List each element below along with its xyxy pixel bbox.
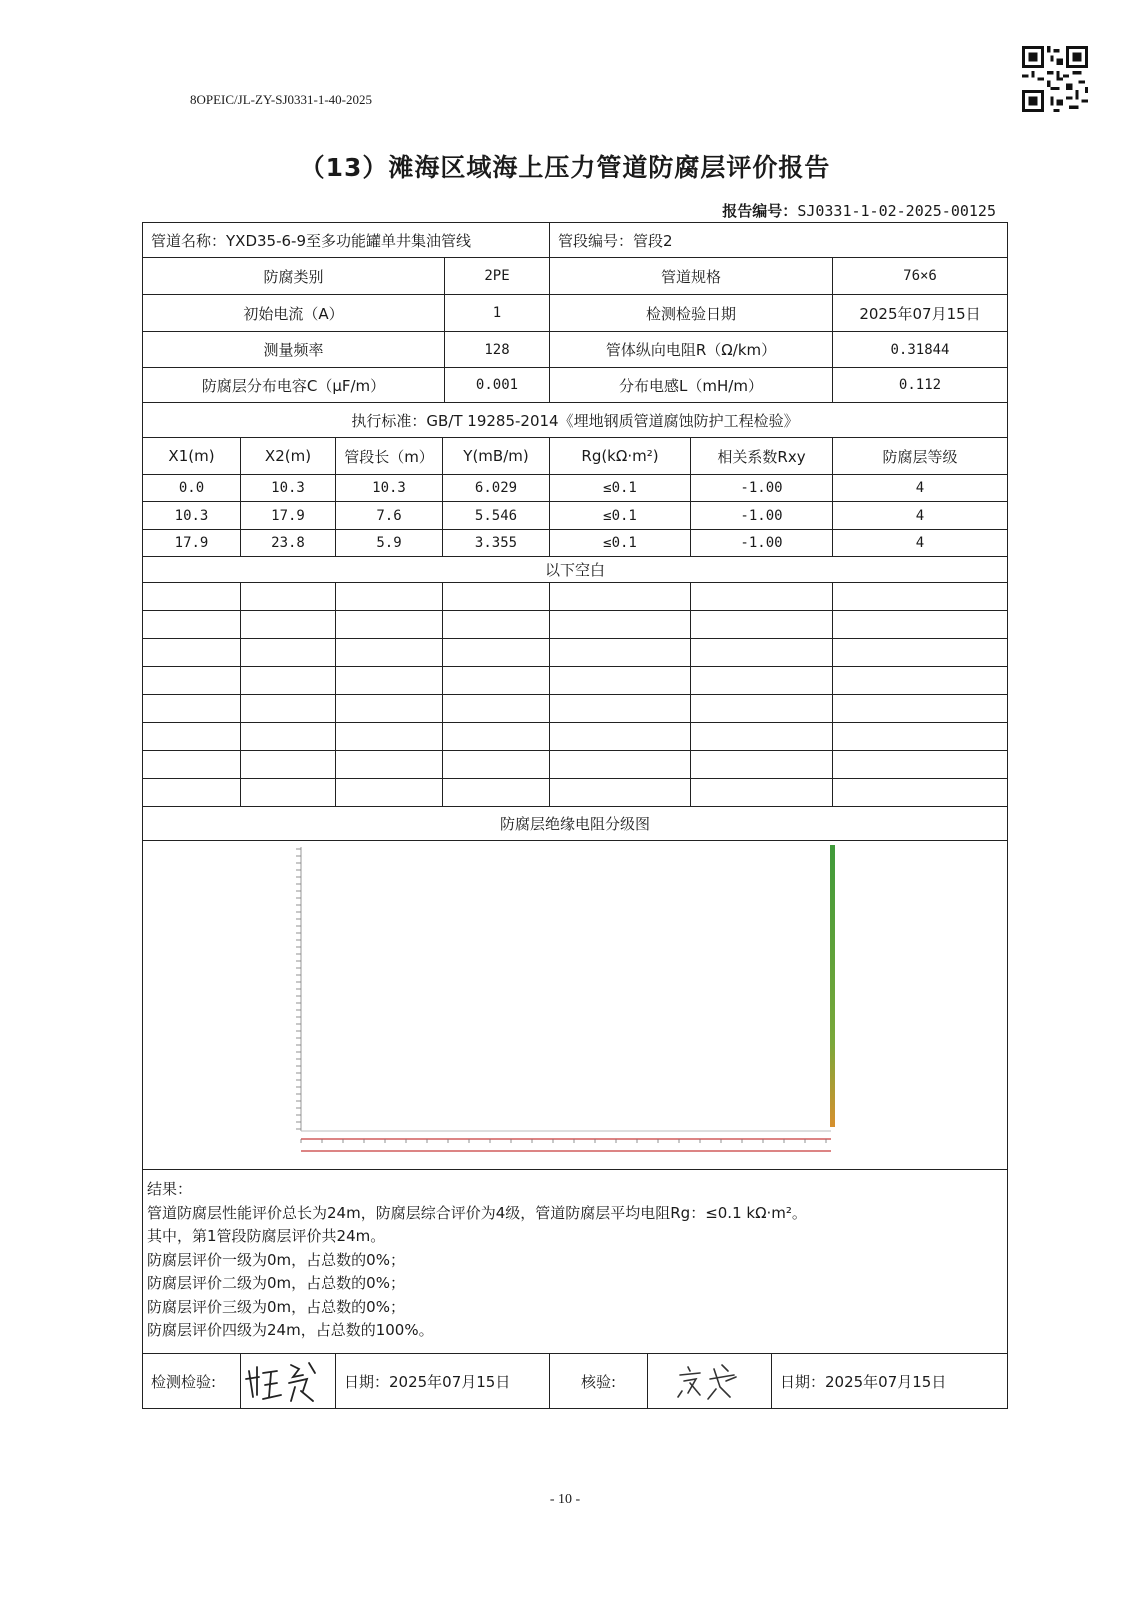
column-header: Y(mB/m) xyxy=(443,438,550,474)
document-code: 8OPEIC/JL-ZY-SJ0331-1-40-2025 xyxy=(190,92,372,107)
table-cell: 23.8 xyxy=(241,530,336,556)
reviewer-label: 核验: xyxy=(550,1354,648,1408)
segment-number: 管段编号：管段2 xyxy=(558,231,673,250)
info-value: 0.112 xyxy=(898,377,942,393)
result-line: 防腐层评价三级为0m，占总数的0%； xyxy=(147,1297,405,1316)
info-label: 管道规格 xyxy=(550,258,833,294)
empty-row xyxy=(143,723,1007,751)
column-header: X2(m) xyxy=(241,438,336,474)
info-row xyxy=(143,258,1007,295)
info-row xyxy=(143,295,1007,332)
info-value: 76×6 xyxy=(903,268,937,284)
standard-row xyxy=(143,403,1007,438)
reviewer-signature xyxy=(648,1354,772,1408)
info-row xyxy=(143,368,1007,403)
info-label: 防腐类别 xyxy=(143,258,445,294)
column-header: 相关系数Rxy xyxy=(691,438,833,474)
info-value: 2025年07月15日 xyxy=(859,304,981,323)
empty-row xyxy=(143,583,1007,611)
inspector-date: 日期：2025年07月15日 xyxy=(336,1354,550,1408)
info-value: 1 xyxy=(445,295,550,331)
info-row xyxy=(143,332,1007,368)
reviewer-signature-icon xyxy=(660,1357,760,1405)
result-line: 防腐层评价二级为0m，占总数的0%； xyxy=(147,1274,405,1292)
table-cell: 6.029 xyxy=(443,475,550,501)
column-header: Rg(kΩ·m²) xyxy=(550,438,691,474)
column-header: 管段长（m） xyxy=(336,438,443,474)
table-cell: 0.0 xyxy=(143,475,241,501)
table-cell: -1.00 xyxy=(691,530,833,556)
result-heading: 结果： xyxy=(147,1180,193,1198)
table-cell: -1.00 xyxy=(691,475,833,501)
table-cell: 17.9 xyxy=(143,530,241,556)
info-value: 0.31844 xyxy=(890,341,950,358)
inspector-label: 检测检验: xyxy=(143,1354,241,1408)
blank-note-row xyxy=(143,557,1007,583)
table-row xyxy=(143,502,1007,530)
result-line: 防腐层评价四级为24m，占总数的100%。 xyxy=(147,1321,434,1339)
execution-standard: 执行标准：GB/T 19285-2014《埋地钢质管道腐蚀防护工程检验》 xyxy=(351,411,799,430)
info-label: 分布电感L（mH/m） xyxy=(550,368,833,402)
report-number xyxy=(722,200,996,221)
info-value: 0.001 xyxy=(445,368,550,402)
chart-title-row xyxy=(143,807,1007,841)
blank-below-note: 以下空白 xyxy=(544,561,605,579)
table-cell: 5.9 xyxy=(336,530,443,556)
page-number: - 10 - xyxy=(549,1492,581,1507)
y-axis-ticks xyxy=(296,849,301,1129)
grade-bar xyxy=(830,845,835,1127)
table-cell: 4 xyxy=(915,507,925,524)
result-table-header xyxy=(143,438,1007,475)
table-cell: 4 xyxy=(915,480,925,496)
table-cell: -1.00 xyxy=(691,502,833,529)
insulation-grade-chart xyxy=(143,841,1007,1169)
table-cell: ≤0.1 xyxy=(550,475,691,501)
inspector-signature-icon xyxy=(243,1357,333,1405)
result-line: 防腐层评价一级为0m，占总数的0%； xyxy=(147,1250,405,1269)
info-value: 2PE xyxy=(445,258,550,294)
empty-row xyxy=(143,667,1007,695)
pipeline-name: 管道名称：YXD35-6-9至多功能罐单井集油管线 xyxy=(143,223,550,257)
column-header: 防腐层等级 xyxy=(882,447,958,466)
qr-code-icon xyxy=(1022,46,1088,112)
empty-row xyxy=(143,779,1007,807)
table-row xyxy=(143,530,1007,557)
table-cell: 7.6 xyxy=(336,502,443,529)
info-label: 检测检验日期 xyxy=(550,295,833,331)
report-title: （13）滩海区域海上压力管道防腐层评价报告 xyxy=(299,153,831,182)
column-header: X1(m) xyxy=(143,438,241,474)
report-number-label: 报告编号： xyxy=(722,202,798,220)
table-cell: 4 xyxy=(915,535,925,551)
inspector-signature xyxy=(241,1354,336,1408)
report-table xyxy=(142,222,1008,1409)
empty-row xyxy=(143,695,1007,723)
table-cell: 10.3 xyxy=(336,475,443,501)
table-cell: 10.3 xyxy=(143,502,241,529)
empty-row xyxy=(143,611,1007,639)
report-number-value: SJ0331-1-02-2025-00125 xyxy=(797,202,996,220)
table-row xyxy=(143,475,1007,502)
info-label: 管体纵向电阻R（Ω/km） xyxy=(550,332,833,367)
table-cell: 17.9 xyxy=(241,502,336,529)
empty-row xyxy=(143,751,1007,779)
table-cell: ≤0.1 xyxy=(550,502,691,529)
table-cell: 5.546 xyxy=(443,502,550,529)
table-cell: 10.3 xyxy=(241,475,336,501)
empty-row xyxy=(143,639,1007,667)
chart-area xyxy=(143,841,1007,1169)
info-label: 防腐层分布电容C（μF/m） xyxy=(143,368,445,402)
result-section xyxy=(143,1169,1007,1353)
table-cell: ≤0.1 xyxy=(550,530,691,556)
info-label: 测量频率 xyxy=(143,332,445,367)
signoff-row xyxy=(143,1353,1007,1408)
pipeline-name-row xyxy=(143,223,1007,258)
reviewer-date: 日期：2025年07月15日 xyxy=(780,1372,947,1391)
chart-title: 防腐层绝缘电阻分级图 xyxy=(499,815,650,833)
result-line: 管道防腐层性能评价总长为24m，防腐层综合评价为4级，管道防腐层平均电阻Rg：≤0.1 kΩ·m²。 xyxy=(147,1203,807,1222)
info-value: 128 xyxy=(445,332,550,367)
info-label: 初始电流（A） xyxy=(143,295,445,331)
result-line: 其中，第1管段防腐层评价共24m。 xyxy=(147,1227,386,1245)
table-cell: 3.355 xyxy=(443,530,550,556)
